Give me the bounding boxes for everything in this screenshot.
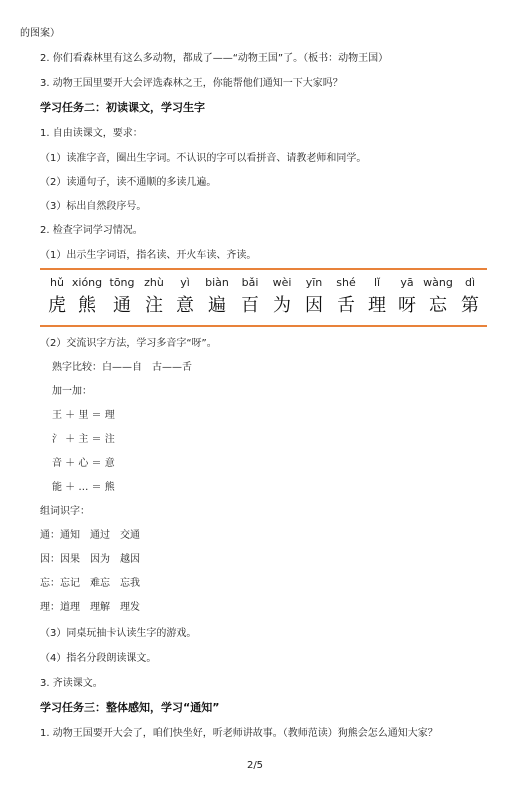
pinyin: yì bbox=[180, 276, 190, 289]
text-line-add-1: 王 ＋ 里 ＝ 理 bbox=[52, 410, 115, 421]
hanzi: 虎 bbox=[48, 295, 66, 316]
text-line-item-2: 2. 你们看森林里有这么多动物，都成了——“动物王国”了。（板书：动物王国） bbox=[40, 53, 389, 64]
text-line-add-4: 能 ＋ … ＝ 熊 bbox=[52, 482, 115, 493]
pinyin: hǔ bbox=[50, 276, 64, 289]
char-cell bbox=[329, 270, 363, 318]
text-line-task2-step2-3: （3）同桌玩抽卡认读生字的游戏。 bbox=[40, 628, 197, 639]
pinyin: zhù bbox=[144, 276, 164, 289]
text-line-add-3: 音 ＋ 心 ＝ 意 bbox=[52, 458, 115, 469]
char-cell bbox=[105, 270, 139, 318]
hanzi: 为 bbox=[273, 295, 291, 316]
text-line-words-1: 通：通知 通过 交通 bbox=[40, 530, 140, 541]
hanzi: 遍 bbox=[208, 295, 226, 316]
text-line-task2-step3: 3. 齐读课文。 bbox=[40, 678, 103, 689]
char-cell bbox=[360, 270, 394, 318]
hanzi: 舌 bbox=[337, 295, 355, 316]
section-heading-task-3: 学习任务三：整体感知，学习“通知” bbox=[40, 701, 220, 714]
hanzi: 熊 bbox=[78, 295, 96, 316]
text-line-task2-req1: （1）读准字音，圈出生字词。不认识的字可以看拼音、请教老师和同学。 bbox=[40, 153, 367, 164]
hanzi: 注 bbox=[145, 295, 163, 316]
text-line-task2-step2-2: （2）交流识字方法，学习多音字“呀”。 bbox=[40, 338, 217, 349]
pinyin: tōng bbox=[109, 276, 135, 289]
char-cell bbox=[233, 270, 267, 318]
new-characters-box bbox=[40, 268, 487, 327]
hanzi: 意 bbox=[176, 295, 194, 316]
hanzi: 呀 bbox=[398, 295, 416, 316]
page-number: 2/5 bbox=[246, 760, 264, 771]
pinyin: wèi bbox=[272, 276, 292, 289]
text-line-task2-step1: 1. 自由读课文，要求： bbox=[40, 128, 143, 139]
pinyin: shé bbox=[336, 276, 356, 289]
pinyin: yīn bbox=[305, 276, 323, 289]
text-line-task2-step2-1: （1）出示生字词语，指名读、开火车读、齐读。 bbox=[40, 250, 257, 261]
hanzi: 通 bbox=[113, 295, 131, 316]
text-line-words-3: 忘：忘记 难忘 忘我 bbox=[40, 578, 140, 589]
text-line-task3-step1: 1. 动物王国要开大会了，咱们快坐好，听老师讲故事。（教师范读）狗熊会怎么通知大家？ bbox=[40, 728, 438, 739]
hanzi: 因 bbox=[305, 295, 323, 316]
pinyin: yā bbox=[400, 276, 414, 289]
pinyin: xióng bbox=[71, 276, 103, 289]
text-line-words-label: 组词识字： bbox=[40, 506, 90, 517]
text-line-add-label: 加一加： bbox=[52, 386, 92, 397]
text-line-item-3: 3. 动物王国里要开大会评选森林之王，你能帮他们通知一下大家吗？ bbox=[40, 78, 343, 89]
pinyin: lǐ bbox=[373, 276, 381, 289]
text-line-continuation: 的图案） bbox=[20, 28, 60, 39]
hanzi: 忘 bbox=[429, 295, 447, 316]
text-line-task2-req3: （3）标出自然段序号。 bbox=[40, 201, 147, 212]
hanzi: 第 bbox=[461, 295, 479, 316]
char-cell bbox=[137, 270, 171, 318]
pinyin: biàn bbox=[205, 276, 229, 289]
hanzi: 百 bbox=[241, 295, 259, 316]
text-line-task2-step2-4: （4）指名分段朗读课文。 bbox=[40, 653, 157, 664]
text-line-words-2: 因：因果 因为 越因 bbox=[40, 554, 140, 565]
text-line-compare: 熟字比较：白——自 古——舌 bbox=[52, 362, 192, 373]
text-line-task2-req2: （2）读通句子，读不通顺的多读几遍。 bbox=[40, 177, 217, 188]
char-cell bbox=[40, 270, 74, 318]
char-cell bbox=[200, 270, 234, 318]
pinyin: dì bbox=[464, 276, 476, 289]
section-heading-task-2: 学习任务二：初读课文，学习生字 bbox=[40, 101, 205, 114]
char-cell bbox=[421, 270, 455, 318]
text-line-task2-step2: 2. 检查字词学习情况。 bbox=[40, 225, 143, 236]
char-cell bbox=[265, 270, 299, 318]
text-line-add-2: 氵 ＋ 主 ＝ 注 bbox=[52, 434, 115, 445]
text-line-words-4: 理：道理 理解 理发 bbox=[40, 602, 140, 613]
char-cell bbox=[168, 270, 202, 318]
pinyin: bǎi bbox=[241, 276, 259, 289]
char-cell bbox=[297, 270, 331, 318]
char-cell bbox=[453, 270, 487, 318]
char-cell bbox=[70, 270, 104, 318]
hanzi: 理 bbox=[368, 295, 386, 316]
char-cell bbox=[390, 270, 424, 318]
pinyin: wàng bbox=[423, 276, 453, 289]
